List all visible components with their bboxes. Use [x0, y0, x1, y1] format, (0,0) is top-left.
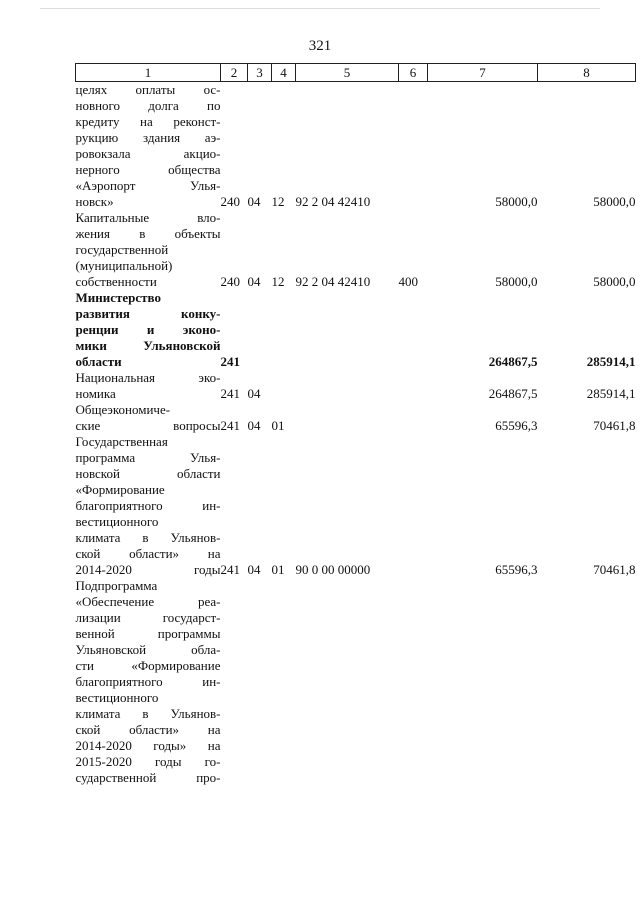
row-name-line: программа Улья- [75, 450, 221, 465]
row-name [76, 210, 221, 290]
cell-c2: 240 [220, 194, 240, 209]
row-name-line: кредиту на реконст- [75, 114, 221, 129]
cell-c5 [296, 370, 399, 402]
row-name-line: области [75, 354, 122, 369]
cell-c2: 241 [220, 386, 240, 401]
row-name [76, 370, 221, 402]
cell-c7: 264867,5 [488, 354, 538, 369]
row-name [76, 82, 221, 211]
col-header-1: 1 [76, 64, 221, 82]
cell-c3 [248, 290, 272, 370]
row-name-line: государственной [75, 242, 169, 257]
cell-c7: 65596,3 [495, 418, 538, 433]
row-name-line: «Обеспечение реа- [75, 594, 221, 609]
cell-c8 [538, 578, 636, 786]
cell-c4 [272, 370, 296, 402]
cell-c5 [296, 578, 399, 786]
page-number: 321 [308, 38, 332, 54]
table-row [76, 434, 636, 578]
cell-c6 [399, 370, 428, 402]
table-row [76, 370, 636, 402]
row-name-line: целях оплаты ос- [75, 82, 221, 97]
row-name-line: «Формирование [75, 482, 165, 497]
table-header-row [76, 64, 636, 82]
row-name-line: 2015-2020 годы го- [75, 754, 221, 769]
cell-c4: 01 [271, 418, 285, 433]
row-name-line: благоприятного ин- [75, 498, 221, 513]
row-name-line: Общеэкономиче- [75, 402, 171, 417]
cell-c5: 92 2 04 42410 [295, 274, 371, 289]
cell-c5: 90 0 00 00000 [295, 562, 371, 577]
table-row [76, 402, 636, 434]
table-body [76, 82, 636, 787]
row-name-line: нерного общества [75, 162, 221, 177]
cell-c8: 58000,0 [593, 194, 636, 209]
row-name-line: мики Ульяновской [75, 338, 221, 353]
table-row [76, 82, 636, 211]
cell-c6 [399, 290, 428, 370]
row-name-line: Подпрограмма [75, 578, 158, 593]
table-row [76, 290, 636, 370]
cell-c3: 04 [247, 386, 261, 401]
table-row [76, 578, 636, 786]
cell-c7: 58000,0 [495, 194, 538, 209]
col-header-8: 8 [538, 64, 636, 82]
cell-c8: 58000,0 [593, 274, 636, 289]
row-name-line: ские вопросы [75, 418, 221, 433]
cell-c2: 241 [220, 562, 240, 577]
row-name-line: Министерство [75, 290, 161, 305]
row-name-line: 2014-2020 годы [75, 562, 221, 577]
cell-c5 [296, 290, 399, 370]
cell-c5 [296, 402, 399, 434]
row-name-line: вестиционного [75, 690, 159, 705]
cell-c3 [248, 578, 272, 786]
row-name-line: новск» [75, 194, 114, 209]
cell-c7: 264867,5 [488, 386, 538, 401]
cell-c6 [399, 578, 428, 786]
col-header-4: 4 [272, 64, 296, 82]
row-name [76, 290, 221, 370]
cell-c6 [399, 402, 428, 434]
cell-c8: 70461,8 [593, 418, 636, 433]
row-name-line: ской области» на [75, 546, 221, 561]
col-header-7: 7 [428, 64, 538, 82]
cell-c2 [221, 578, 248, 786]
cell-c2: 241 [220, 354, 240, 369]
cell-c3: 04 [247, 194, 261, 209]
cell-c6: 400 [398, 274, 418, 289]
col-header-2: 2 [221, 64, 248, 82]
cell-c2: 241 [220, 418, 240, 433]
scan-edge-artifact [40, 8, 600, 9]
row-name-line: жения в объекты [75, 226, 221, 241]
col-header-6: 6 [399, 64, 428, 82]
row-name-line: ровокзала акцио- [75, 146, 221, 161]
row-name-line: благоприятного ин- [75, 674, 221, 689]
row-name-line: рукцию здания аэ- [75, 130, 221, 145]
row-name-line: новской области [75, 466, 221, 481]
cell-c5: 92 2 04 42410 [295, 194, 371, 209]
cell-c3: 04 [247, 274, 261, 289]
cell-c4: 12 [271, 274, 285, 289]
cell-c4: 01 [271, 562, 285, 577]
cell-c7: 58000,0 [495, 274, 538, 289]
cell-c4: 12 [271, 194, 285, 209]
row-name-line: (муниципальной) [75, 258, 173, 273]
cell-c8: 70461,8 [593, 562, 636, 577]
row-name-line: 2014-2020 годы» на [75, 738, 221, 753]
row-name-line: венной программы [75, 626, 221, 641]
cell-c4 [272, 578, 296, 786]
col-header-5: 5 [296, 64, 399, 82]
row-name-line: ренции и эконо- [75, 322, 221, 337]
row-name-line: климата в Ульянов- [75, 706, 221, 721]
row-name-line: ской области» на [75, 722, 221, 737]
col-header-3: 3 [248, 64, 272, 82]
cell-c7: 65596,3 [495, 562, 538, 577]
row-name-line: вестиционного [75, 514, 159, 529]
row-name [76, 402, 221, 434]
table-row [76, 210, 636, 290]
row-name-line: Капитальные вло- [75, 210, 221, 225]
row-name-line: развития конку- [75, 306, 221, 321]
row-name-line: Национальная эко- [75, 370, 221, 385]
cell-c8: 285914,1 [586, 354, 636, 369]
row-name-line: собственности [75, 274, 157, 289]
cell-c4 [272, 290, 296, 370]
row-name-line: номика [75, 386, 116, 401]
row-name-line: Ульяновской обла- [75, 642, 221, 657]
cell-c3: 04 [247, 562, 261, 577]
budget-table [75, 63, 636, 786]
cell-c7 [428, 578, 538, 786]
row-name-line: «Аэропорт Улья- [75, 178, 221, 193]
cell-c3: 04 [247, 418, 261, 433]
cell-c2: 240 [220, 274, 240, 289]
row-name-line: Государственная [75, 434, 168, 449]
row-name-line: сти «Формирование [75, 658, 221, 673]
cell-c6 [399, 434, 428, 578]
cell-c6 [399, 82, 428, 211]
cell-c8: 285914,1 [586, 386, 636, 401]
row-name-line: лизации государст- [75, 610, 221, 625]
row-name-line: климата в Ульянов- [75, 530, 221, 545]
row-name-line: сударственной про- [75, 770, 221, 785]
row-name-line: новного долга по [75, 98, 221, 113]
row-name [76, 434, 221, 578]
row-name [76, 578, 221, 786]
